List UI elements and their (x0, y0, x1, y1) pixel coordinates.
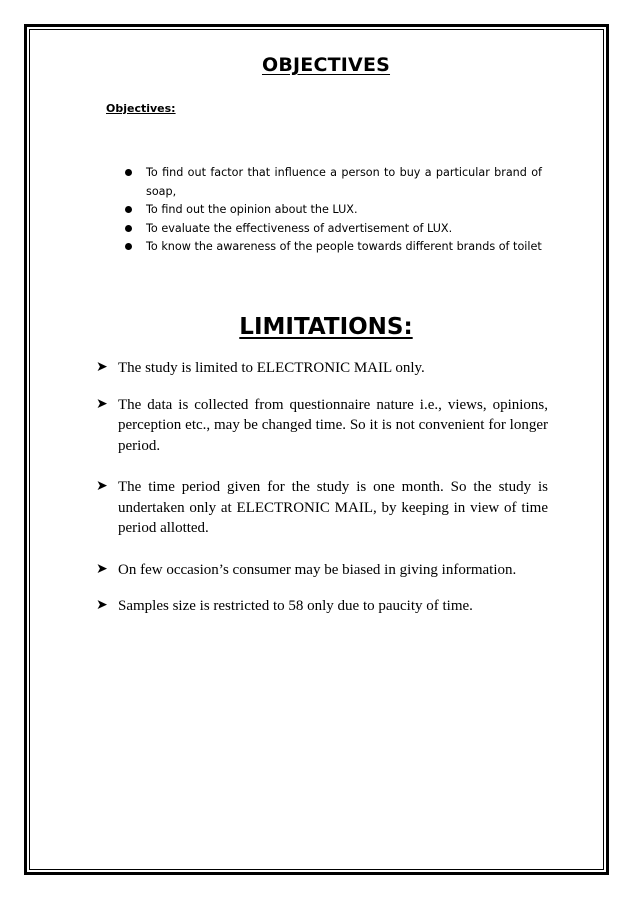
bullet-icon (125, 243, 132, 250)
limitation-text: The time period given for the study is one month. So the study is undertaken only at ELECTRONIC MAIL, by keeping in view of time period allotted. (118, 479, 548, 536)
bullet-icon (125, 225, 132, 232)
limitation-text: Samples size is restricted to 58 only due to paucity of time. (118, 598, 473, 614)
objectives-heading: OBJECTIVES (261, 54, 391, 76)
limitation-text: The data is collected from questionnaire nature i.e., views, opinions, perception etc., may be changed time. So it is not convenient for longer period. (118, 396, 548, 454)
list-item (96, 358, 548, 379)
bullet-icon (125, 206, 132, 213)
limitations-heading: LIMITATIONS: (239, 314, 413, 340)
arrow-bullet-icon: ➤ (96, 360, 108, 375)
list-item (122, 238, 542, 257)
arrow-bullet-icon: ➤ (96, 598, 108, 613)
arrow-bullet-icon: ➤ (96, 561, 108, 577)
list-item (96, 477, 548, 539)
objective-text: To know the awareness of the people towards different brands of toilet (146, 240, 542, 253)
limitations-list (96, 358, 548, 617)
list-item (122, 164, 542, 201)
limitation-text: The study is limited to ELECTRONIC MAIL only. (118, 360, 425, 376)
arrow-bullet-icon: ➤ (96, 479, 108, 494)
list-item (96, 560, 548, 581)
objective-text: To find out the opinion about the LUX. (146, 203, 358, 216)
objective-text: To evaluate the effectiveness of advertisement of LUX. (146, 221, 453, 235)
list-item (122, 201, 542, 220)
list-item (96, 395, 548, 457)
arrow-bullet-icon: ➤ (96, 396, 108, 412)
list-item (96, 596, 548, 617)
bullet-icon (125, 169, 132, 176)
list-item (122, 220, 542, 239)
limitation-text: On few occasion’s consumer may be biased in giving information. (118, 561, 517, 578)
objectives-list (122, 164, 542, 257)
objective-text: To find out factor that influence a person to buy a particular brand of soap, (146, 166, 542, 198)
objectives-subheading: Objectives: (106, 102, 176, 115)
